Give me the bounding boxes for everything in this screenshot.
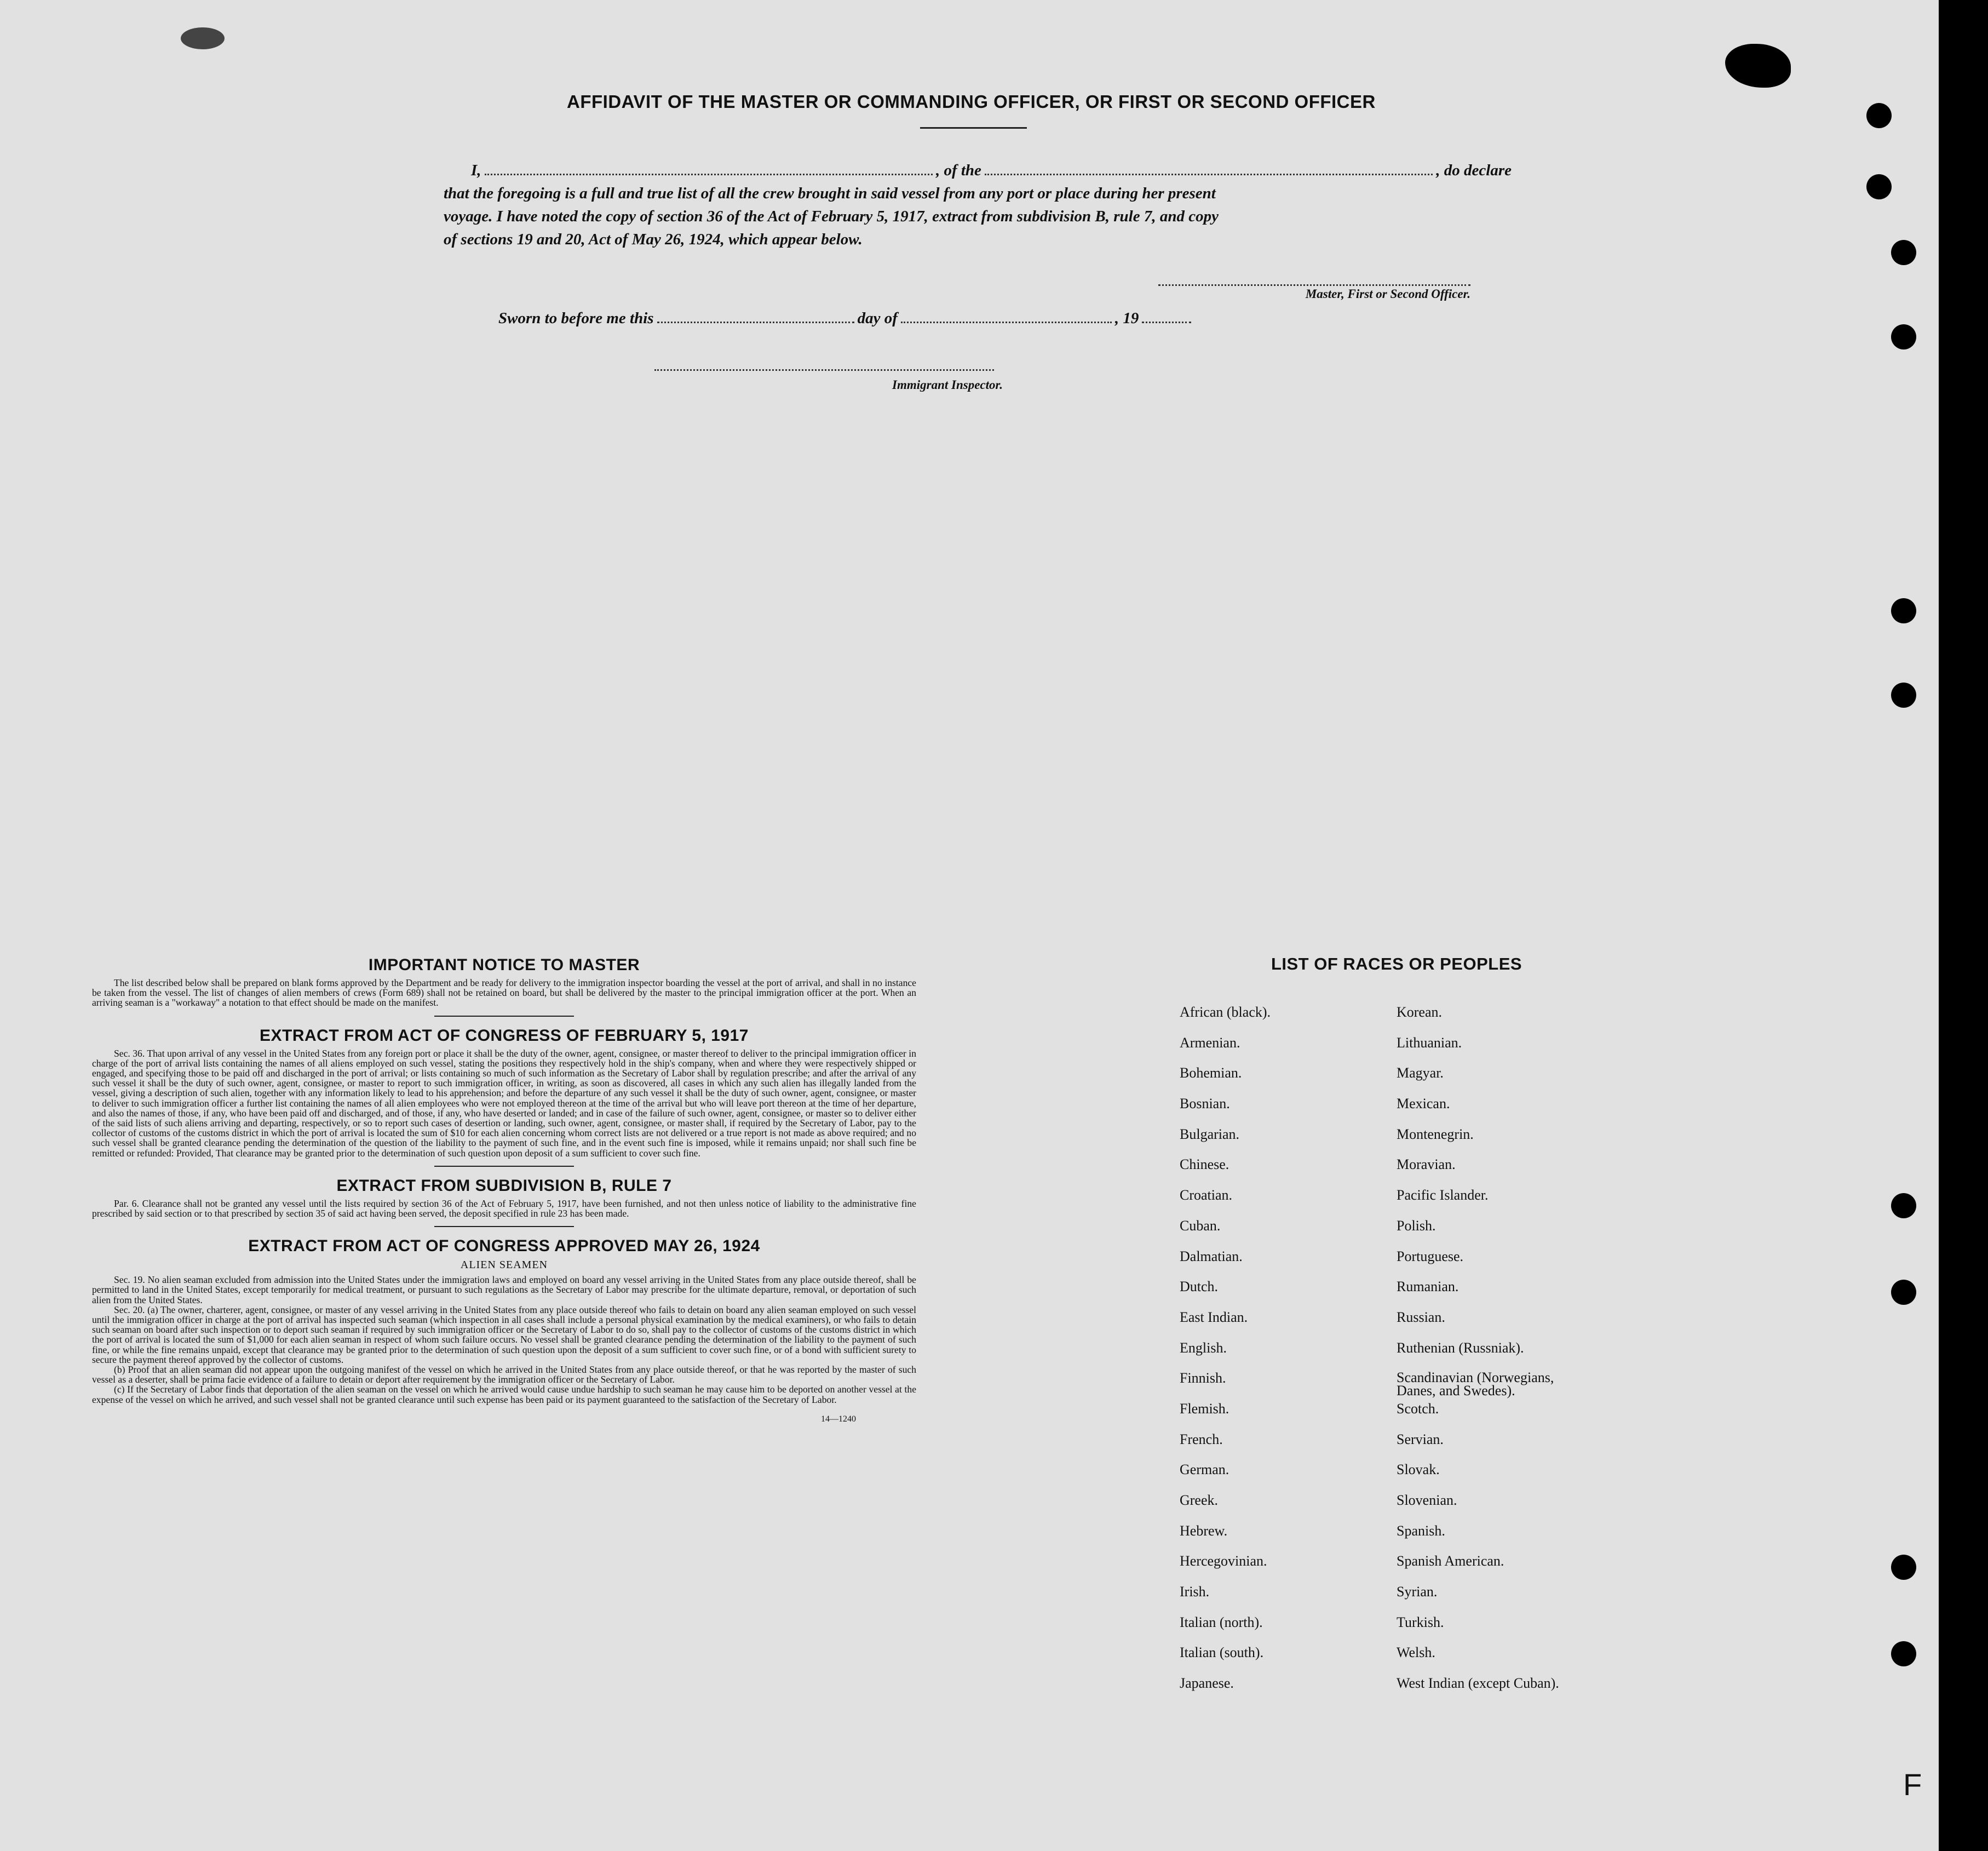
margin-mark: F [1903,1767,1922,1802]
sworn-day-label: day of [857,310,898,327]
affidavit-title: AFFIDAVIT OF THE MASTER OR COMMANDING OFFICER, OR FIRST OR SECOND OFFICER [567,91,1376,112]
declaration-i: I, [471,162,481,179]
punch-hole [1891,1641,1916,1666]
race-item: Spanish American. [1397,1553,1504,1569]
section-divider [434,1166,574,1167]
declaration-line [444,159,1512,182]
affidavit-statement [444,159,1512,251]
master-signature-field[interactable] [1158,283,1470,286]
master-signature-label: Master, First or Second Officer. [1305,287,1470,301]
notice-title: IMPORTANT NOTICE TO MASTER [368,956,640,974]
form-number: 14—1240 [821,1414,856,1424]
race-item: Chinese. [1180,1156,1229,1173]
race-item: Armenian. [1180,1034,1240,1051]
race-item: Dalmatian. [1180,1248,1243,1264]
race-item: French. [1180,1431,1223,1447]
extract-1924-title: EXTRACT FROM ACT OF CONGRESS APPROVED MAY 26, 1924 [248,1237,760,1256]
race-item: Greek. [1180,1492,1219,1508]
declaration-declare: , do declare [1436,162,1512,179]
race-item: Magyar. [1397,1065,1444,1081]
race-item: Scandinavian (Norwegians, Danes, and Swedes). [1397,1369,1554,1399]
race-item: Irish. [1180,1584,1210,1600]
race-item: Scotch. [1397,1400,1439,1417]
race-item: Italian (south). [1180,1644,1264,1661]
extract-rule7-title: EXTRACT FROM SUBDIVISION B, RULE 7 [336,1176,672,1195]
punch-hole [1891,1280,1916,1305]
statement-line: of sections 19 and 20, Act of May 26, 1924, which appear below. [444,231,863,248]
race-item: Slovak. [1397,1462,1440,1478]
sworn-prefix: Sworn to before me this [498,310,654,327]
officer-name-field[interactable] [485,163,933,175]
section-20c-text: (c) If the Secretary of Labor finds that deportation of the alien seaman on the vessel on which he arrived would cause undue hardship to such seaman he may cause him to be deported on another vessel at the expense of the vessel on which he arrived, and such vessel shall not be granted clearance until such expense has been paid or its payment guaranteed to the satisfaction of the Secretary of Labor. [92,1384,916,1405]
punch-hole [1891,598,1916,623]
statement-line: that the foregoing is a full and true list of all the crew brought in said vessel from any port or place during her present [444,185,1216,202]
race-item: Cuban. [1180,1217,1221,1234]
statement-line: voyage. I have noted the copy of section 36 of the Act of February 5, 1917, extract from subdivision B, rule 7, and copy [444,208,1219,225]
race-item: German. [1180,1462,1229,1478]
notices-column [92,956,916,1424]
section-20b-text: (b) Proof that an alien seaman did not appear upon the outgoing manifest of the vessel on which he arrived in the United States from any place outside thereof, or that he was reported by the master of such vessel as a deserter, shall be prima facie evidence of a failure to detain or deport after requirement by the immigration officer or the Secretary of Labor. [92,1364,916,1385]
section-divider [434,1226,574,1227]
race-item: Slovenian. [1397,1492,1457,1508]
section-divider [434,1016,574,1017]
punch-hole [1891,324,1916,349]
races-title: LIST OF RACES OR PEOPLES [1271,954,1522,973]
extract-1917-body: Sec. 36. That upon arrival of any vessel in the United States from any foreign port or place it shall be the duty of the owner, agent, consignee, or master thereof to deliver to the principal immigration officer in charge of the port of arrival lists containing the names of all aliens employed on such vessel, stating the positions they respectively hold in the ship's company, when and where they were respectively shipped or engaged, and specifying those to be paid off and discharged in the port of arrival; or lists containing so much of such information as the Secretary of Labor shall by regulation prescribe; and after the arrival of any such vessel it shall be the duty of such owner, agent, consignee, or master to report to such immigration officer, in writing, as soon as discovered, all cases in which any such alien has illegally landed from the vessel, giving a description of such alien, together with any information likely to lead to his apprehension; and before the departure of any such vessel it shall be the duty of such owner, agent, consignee, or master to deliver to such immigration officer a further list containing the names of all alien employees who were not employed thereon at the time of the arrival but who will leave port thereon at the time of her departure, and also the names of those, if any, who have been paid off and discharged, and of those, if any, who have deserted or landed; and in case of the failure of such owner, agent, consignee, or master so to deliver either of the said lists of such aliens arriving and departing, respectively, or so to report such cases of desertion or landing, such owner, agent, consignee, or master shall, if required by the Secretary of Labor, pay to the collector of customs of the customs district in which the port of arrival is located the sum of $10 for each alien concerning whom correct lists are not delivered or a true report is not made as above required; and no such vessel shall be granted clearance pending the determination of the question of the liability to the payment of such fine, and in the event such fine is imposed, while it remains unpaid; nor shall such fine be remitted or refunded: Provided, That clearance may be granted prior to the determination of such question upon deposit of a sum sufficient to cover such fine. [92,1047,916,1159]
race-item: Hebrew. [1180,1522,1228,1539]
race-item: Servian. [1397,1431,1444,1447]
sworn-year-label: , 19 [1114,310,1139,327]
sworn-day-field[interactable] [657,312,854,323]
race-item: Polish. [1397,1217,1436,1234]
punch-hole [1866,103,1892,128]
race-item: Dutch. [1180,1279,1219,1295]
inspector-signature-field[interactable] [654,368,994,371]
section-20a-text: Sec. 20. (a) The owner, charterer, agent, consignee, or master of any vessel arriving in the United States from any place outside thereof who fails to detain on board any alien seaman employed on such vessel until the immigration officer in charge at the port of arrival has inspected such seaman (which inspection in all cases shall include a personal physical examination by the medical examiners), or who fails to detain such seaman on board after such inspection or to deport such seaman if required by such immigration officer or the Secretary of Labor to do so, shall pay to the collector of customs of the customs district in which the port of arrival is located the sum of $1,000 for each alien seaman in respect of whom such failure occurs. No vessel shall be granted clearance pending the determination of the liability to the payment of such fine, or while the fine remains unpaid, except that clearance may be granted prior to the determination of such question upon the deposit of a sum sufficient to cover such fine, or of a bond with sufficient surety to secure the payment thereof approved by the collector of customs. [92,1304,916,1365]
race-item: Bosnian. [1180,1096,1230,1112]
punch-hole [1891,1193,1916,1218]
race-item: Portuguese. [1397,1248,1464,1264]
race-item: Spanish. [1397,1522,1445,1539]
title-divider [920,127,1027,129]
section-19-text: Sec. 19. No alien seaman excluded from admission into the United States under the immigration laws and employed on board any vessel arriving in the United States from any place outside thereof, shall be permitted to land in the United States, except temporarily for medical treatment, or pursuant to such regulations as the Secretary of Labor may prescribe for the ultimate departure, removal, or deportation of such alien from the United States. [92,1274,916,1305]
race-item: Mexican. [1397,1096,1450,1112]
race-item: Korean. [1397,1004,1443,1020]
extract-rule7-body: Par. 6. Clearance shall not be granted any vessel until the lists required by section 36 of the Act of February 5, 1917, have been furnished, and not then unless notice of liability to the administrative fine prescribed by said section or to that prescribed by section 35 of said act having been served, the deposit specified in rule 23 has been made. [92,1197,916,1219]
race-item: Russian. [1397,1309,1445,1325]
notice-body: The list described below shall be prepared on blank forms approved by the Department and be ready for delivery to the immigration inspector boarding the vessel at the port of arrival, and shall in no instance be taken from the vessel. The list of changes of alien members of crews (Form 689) shall not be retained on board, but shall be delivered by the master to the principal immigration officer at the port. When an arriving seaman is a "workaway" a notation to that effect should be made on the manifest. [92,977,916,1008]
race-item: Japanese. [1180,1675,1234,1692]
race-item: Moravian. [1397,1156,1456,1173]
sworn-month-field[interactable] [901,312,1112,323]
punch-hole [1891,1555,1916,1580]
race-item: Bulgarian. [1180,1126,1240,1142]
race-item: African (black). [1180,1004,1271,1020]
corner-mark [181,27,225,49]
inspector-label: Immigrant Inspector. [892,378,1003,392]
sworn-year-field[interactable] [1142,312,1191,323]
punch-hole [1866,174,1892,199]
race-item: Montenegrin. [1397,1126,1474,1142]
races-list [1177,1005,1670,1707]
alien-seamen-subtitle: ALIEN SEAMEN [460,1259,548,1271]
race-item: Croatian. [1180,1187,1233,1204]
race-item: West Indian (except Cuban). [1397,1675,1559,1692]
vessel-name-field[interactable] [985,163,1433,175]
punch-hole [1891,240,1916,265]
race-item: Rumanian. [1397,1279,1459,1295]
race-item: English. [1180,1339,1227,1356]
punch-hole [1891,683,1916,708]
race-item: Lithuanian. [1397,1034,1462,1051]
race-item: Turkish. [1397,1614,1444,1630]
race-item: Flemish. [1180,1400,1229,1417]
declaration-of: , of the [935,162,981,179]
race-item: Hercegovinian. [1180,1553,1267,1569]
race-item: Syrian. [1397,1584,1438,1600]
race-item: Welsh. [1397,1644,1435,1661]
race-item: Ruthenian (Russniak). [1397,1339,1524,1356]
race-item: East Indian. [1180,1309,1248,1325]
race-item: Pacific Islander. [1397,1187,1489,1204]
race-item: Finnish. [1180,1370,1226,1386]
extract-1917-title: EXTRACT FROM ACT OF CONGRESS OF FEBRUARY 5, 1917 [260,1026,749,1045]
sworn-line [498,310,1243,328]
race-item: Italian (north). [1180,1614,1263,1630]
race-item: Bohemian. [1180,1065,1242,1081]
